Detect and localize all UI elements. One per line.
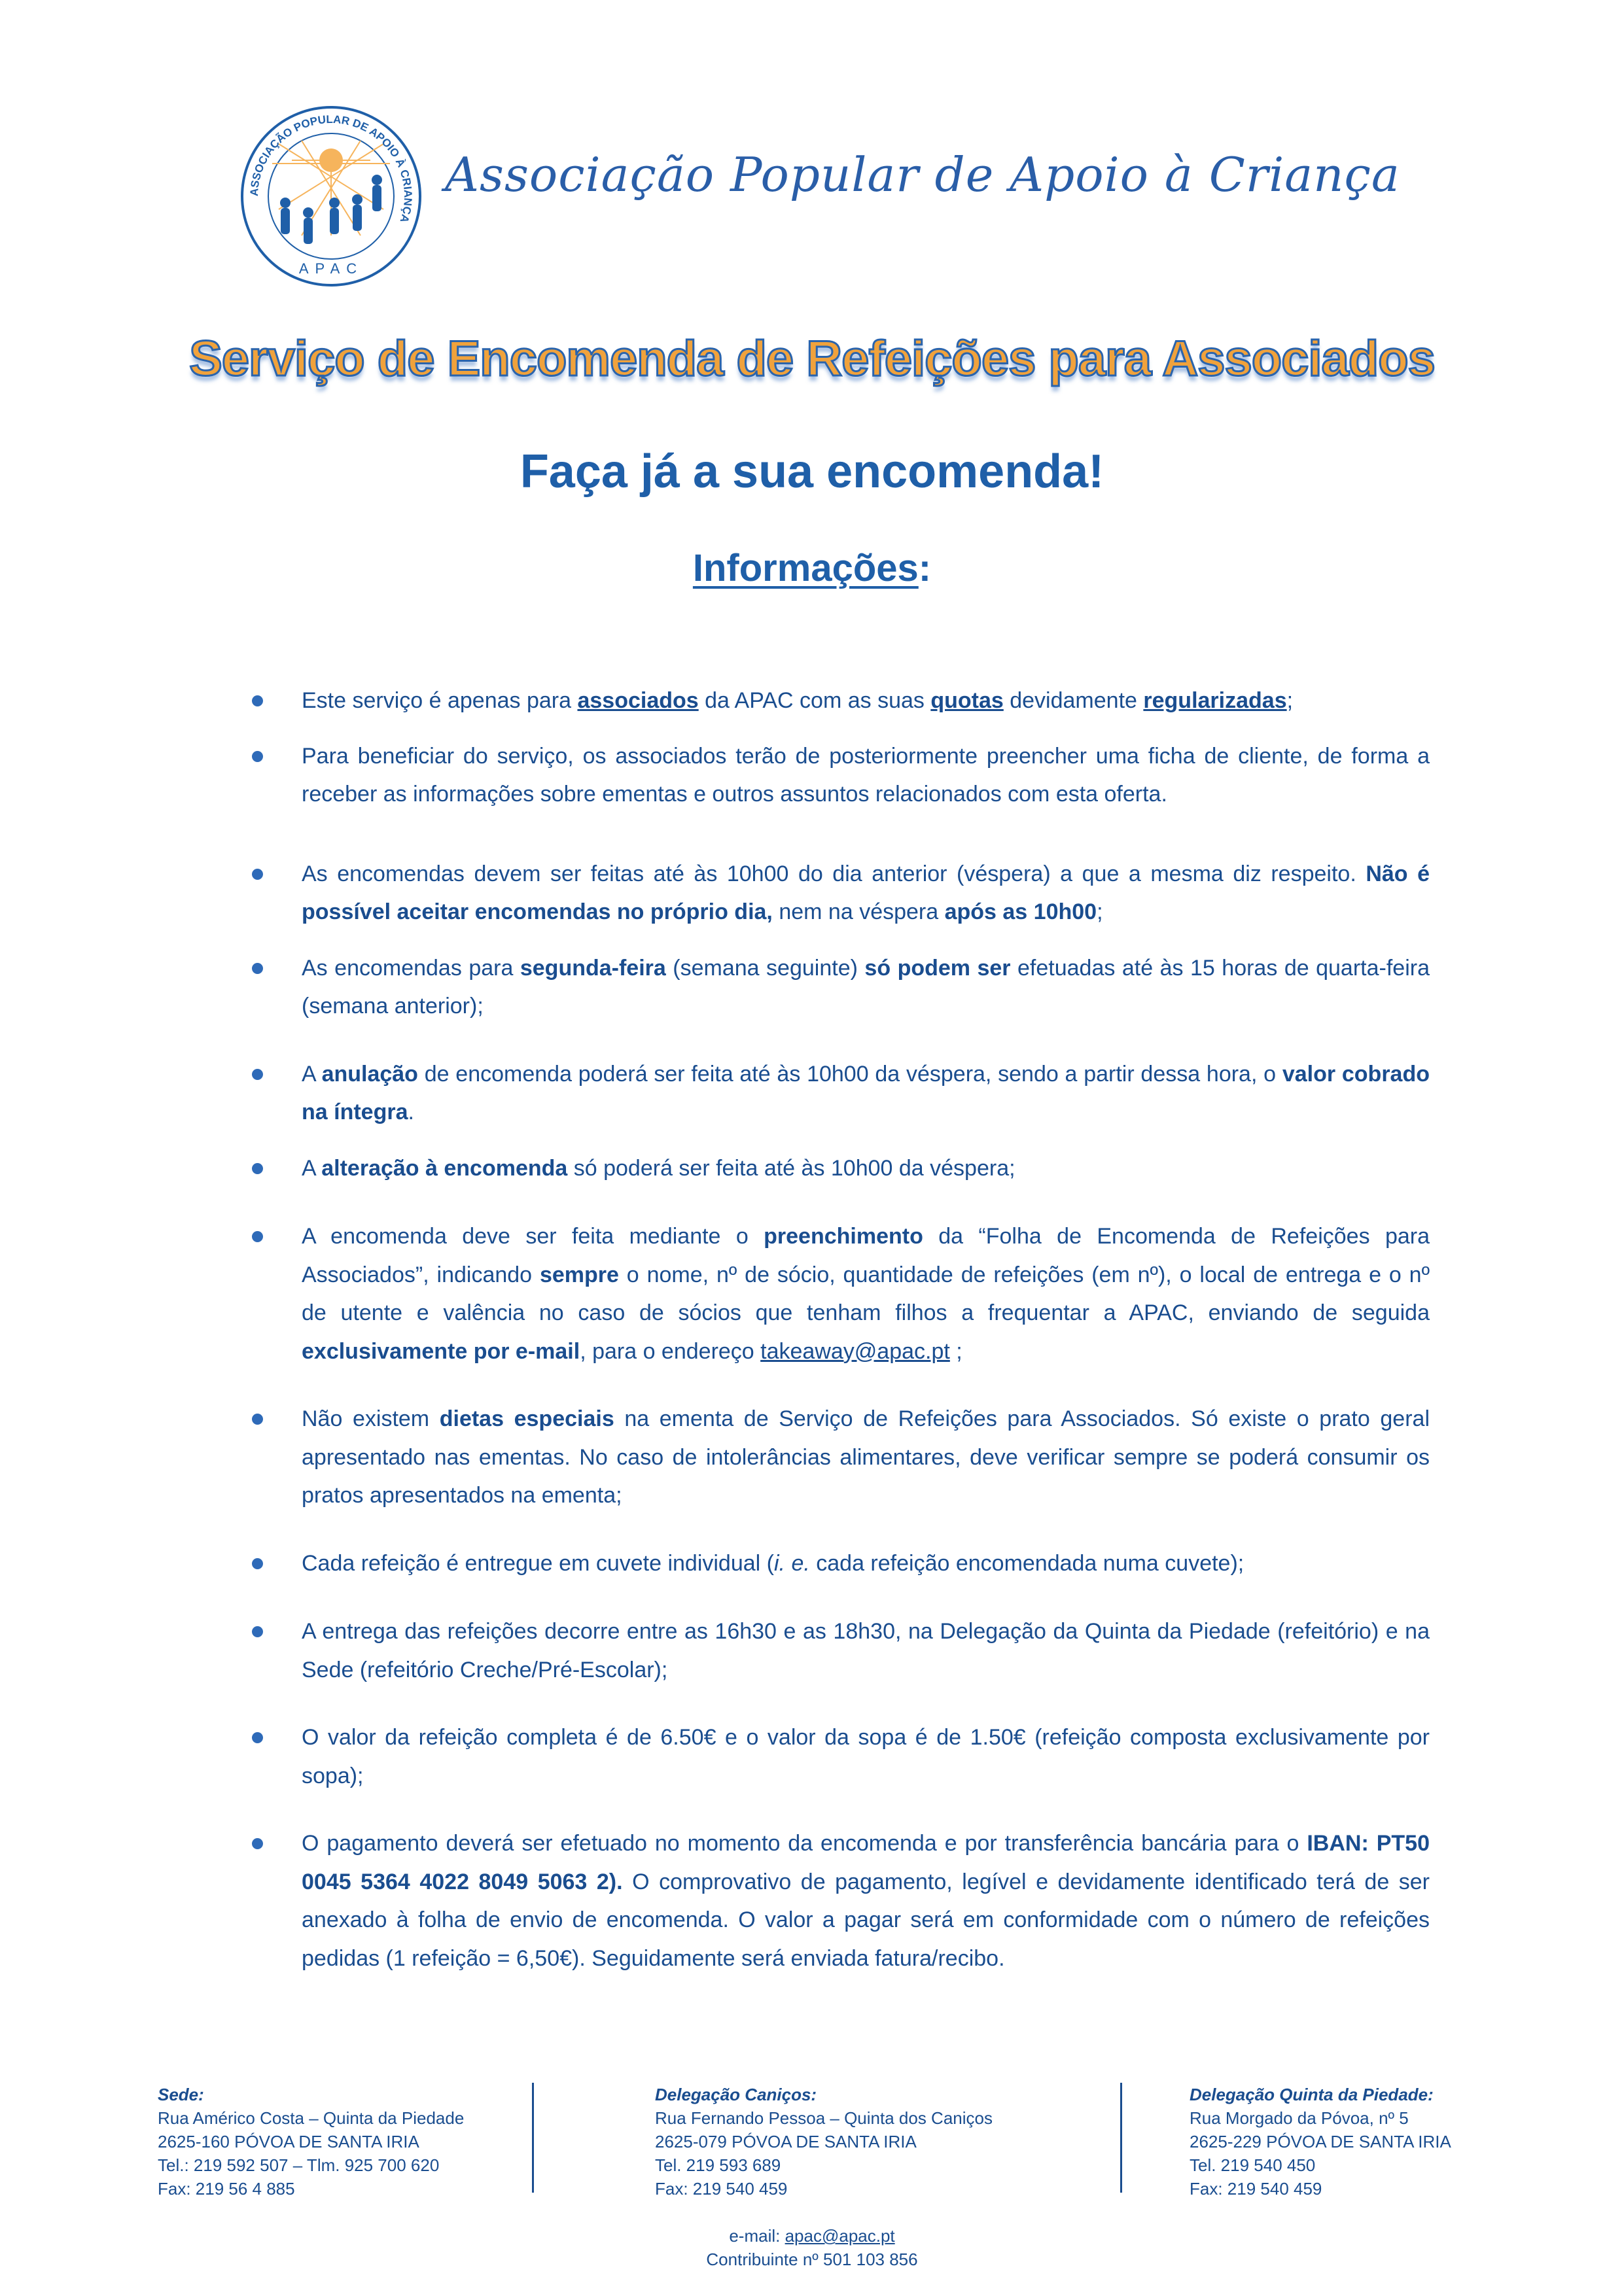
list-item	[249, 1149, 1430, 1188]
list-item-text	[302, 1544, 1430, 1583]
bullet-icon	[252, 751, 263, 762]
text-segment: cada refeição encomendada numa cuvete);	[809, 1550, 1244, 1576]
footer-line: Tel. 219 593 689	[655, 2155, 781, 2175]
text-segment: efetuadas até às 15 horas de quarta-feira (semana anterior);	[302, 955, 1430, 1018]
text-segment: , para o endereço	[580, 1338, 761, 1364]
list-item-text	[302, 737, 1430, 814]
bullet-icon	[252, 963, 263, 974]
info-heading-colon: :	[918, 547, 932, 589]
footer-canicos	[655, 2083, 993, 2200]
text-segment: A	[302, 1061, 322, 1087]
text-segment: Não é possível aceitar encomendas no próprio dia,	[302, 861, 1430, 924]
text-segment: segunda-feira	[520, 955, 666, 981]
list-item	[249, 1400, 1430, 1515]
footer-divider	[1120, 2083, 1122, 2193]
text-segment: após as 10h00	[944, 899, 1097, 924]
bullet-icon	[252, 1069, 263, 1080]
text-segment: (semana seguinte)	[665, 955, 865, 981]
footer-heading: Delegação Caniços:	[655, 2085, 817, 2104]
text-segment: Não existem	[302, 1406, 440, 1431]
text-segment: A	[302, 1155, 322, 1181]
logo-ring-text: ASSOCIAÇÃO POPULAR DE APOIO À CRIANÇA	[247, 113, 415, 224]
list-item	[249, 737, 1430, 814]
footer-line: Fax: 219 56 4 885	[158, 2179, 295, 2199]
list-item	[249, 855, 1430, 931]
footer-line: 2625-229 PÓVOA DE SANTA IRIA	[1190, 2132, 1451, 2151]
bullet-icon	[252, 1732, 263, 1743]
text-segment: Este serviço é apenas para	[302, 688, 578, 713]
text-segment: nem na véspera	[772, 899, 945, 924]
footer-line: Fax: 219 540 459	[1190, 2179, 1322, 2199]
text-segment: preenchimento	[764, 1224, 923, 1249]
list-item	[249, 1217, 1430, 1370]
text-segment: o nome, nº de sócio, quantidade de refeições (em nº), o local de entrega e o nº de utente e valência no caso de sócios que tenham filhos a frequentar a APAC, enviando de seguida	[302, 1262, 1430, 1325]
text-segment: regularizadas	[1143, 688, 1287, 713]
email-link[interactable]: apac@apac.pt	[785, 2226, 895, 2246]
footer-line: Fax: 219 540 459	[655, 2179, 788, 2199]
list-item-text	[302, 1718, 1430, 1795]
tax-number: Contribuinte nº 501 103 856	[706, 2250, 918, 2269]
list-item	[249, 1718, 1430, 1795]
bullet-icon	[252, 1231, 263, 1242]
info-list	[249, 652, 1430, 1977]
logo-abbr: APAC	[298, 260, 364, 277]
text-segment: exclusivamente por e-mail	[302, 1338, 580, 1364]
email-label: e-mail:	[729, 2226, 785, 2246]
footer-line: Rua Fernando Pessoa – Quinta dos Caniços	[655, 2108, 993, 2128]
text-segment: O pagamento deverá ser efetuado no momento da encomenda e por transferência bancária para o	[302, 1831, 1307, 1856]
list-item-text	[302, 1400, 1430, 1515]
footer-sede	[158, 2083, 464, 2200]
text-segment: alteração à encomenda	[321, 1155, 568, 1181]
footer-line: Rua Américo Costa – Quinta da Piedade	[158, 2108, 465, 2128]
info-heading	[0, 546, 1624, 590]
apac-logo	[239, 105, 423, 288]
text-segment: ;	[949, 1338, 962, 1364]
bullet-icon	[252, 1558, 263, 1569]
text-segment: O comprovativo de pagamento, legível e devidamente identificado terá de ser anexado à folha de envio de encomenda. O valor a pagar será em conformidade com o número de refeições pedidas (1 refeição = 6,50€). Seguidamente será enviada fatura/recibo.	[302, 1869, 1430, 1971]
list-item-text	[302, 1824, 1430, 1977]
bullet-icon	[252, 695, 263, 706]
text-segment: de encomenda poderá ser feita até às 10h00 da véspera, sendo a partir dessa hora, o	[417, 1061, 1282, 1087]
text-segment: quotas	[930, 688, 1004, 713]
bullet-icon	[252, 1626, 263, 1637]
list-item	[249, 1824, 1430, 1977]
text-segment: valor cobrado na íntegra	[302, 1061, 1430, 1124]
text-segment: da APAC com as suas	[698, 688, 931, 713]
text-segment: .	[408, 1100, 414, 1124]
text-segment: Cada refeição é entregue em cuvete individual (	[302, 1550, 774, 1576]
footer-line: Tel. 219 540 450	[1190, 2155, 1316, 2175]
text-segment: da “Folha de Encomenda de Refeições para Associados”, indicando	[302, 1224, 1430, 1287]
list-item-text	[302, 1217, 1430, 1370]
document-title: Serviço de Encomenda de Refeições para Associados	[189, 331, 1435, 387]
footer-heading: Sede:	[158, 2085, 204, 2104]
text-segment: anulação	[321, 1061, 418, 1087]
footer-piedade	[1190, 2083, 1451, 2200]
footer-line: 2625-079 PÓVOA DE SANTA IRIA	[655, 2132, 917, 2151]
text-segment: A encomenda deve ser feita mediante o	[302, 1224, 764, 1249]
list-item	[249, 949, 1430, 1026]
text-segment: As encomendas para	[302, 955, 520, 981]
footer-divider	[532, 2083, 534, 2193]
list-item-text	[302, 682, 1430, 720]
list-item-text	[302, 1055, 1430, 1132]
text-segment: i. e.	[774, 1550, 810, 1576]
text-segment: só poderá ser feita até às 10h00 da véspera;	[567, 1155, 1015, 1181]
bullet-icon	[252, 1414, 263, 1425]
organization-name: Associação Popular de Apoio à Criança	[445, 147, 1400, 202]
list-item-text	[302, 949, 1430, 1026]
list-item	[249, 1055, 1430, 1132]
text-segment: devidamente	[1003, 688, 1144, 713]
footer-line: 2625-160 PÓVOA DE SANTA IRIA	[158, 2132, 419, 2151]
list-item-text	[302, 1149, 1430, 1188]
text-segment: As encomendas devem ser feitas até às 10h00 do dia anterior (véspera) a que a mesma diz respeito.	[302, 861, 1366, 886]
footer-line: Tel.: 219 592 507 – Tlm. 925 700 620	[158, 2155, 440, 2175]
subtitle: Faça já a sua encomenda!	[520, 445, 1104, 498]
text-segment: Para beneficiar do serviço, os associados terão de posteriormente preencher uma ficha de cliente, de forma a receber as informações sobre ementas e outros assuntos relacionados com esta oferta.	[302, 743, 1430, 807]
text-segment: IBAN: PT50 0045 5364 4022 8049 5063 2).	[302, 1831, 1430, 1894]
text-segment: A entrega das refeições decorre entre as 16h30 e as 18h30, na Delegação da Quinta da Piedade (refeitório) e na Sede (refeitório Creche/Pré-Escolar);	[302, 1619, 1430, 1682]
footer-contact	[0, 2224, 1624, 2271]
list-item	[249, 1544, 1430, 1583]
list-item	[249, 1612, 1430, 1689]
footer-heading: Delegação Quinta da Piedade:	[1190, 2085, 1434, 2104]
email-link[interactable]: takeaway@apac.pt	[760, 1338, 950, 1364]
list-item-text	[302, 855, 1430, 931]
text-segment: na ementa de Serviço de Refeições para Associados. Só existe o prato geral apresentado nas ementas. No caso de intolerâncias alimentares, deve verificar sempre se poderá consumir os pratos apresentados na ementa;	[302, 1406, 1430, 1508]
bullet-icon	[252, 869, 263, 880]
text-segment: sempre	[539, 1262, 619, 1287]
text-segment: O valor da refeição completa é de 6.50€ e o valor da sopa é de 1.50€ (refeição composta exclusivamente por sopa);	[302, 1725, 1430, 1788]
bullet-icon	[252, 1838, 263, 1849]
text-segment: só podem ser	[864, 955, 1011, 981]
text-segment: associados	[577, 688, 699, 713]
text-segment: dietas especiais	[439, 1406, 614, 1431]
text-segment: ;	[1097, 899, 1103, 924]
list-item-text	[302, 1612, 1430, 1689]
footer-line: Rua Morgado da Póvoa, nº 5	[1190, 2108, 1409, 2128]
bullet-icon	[252, 1163, 263, 1174]
text-segment: ;	[1286, 688, 1294, 713]
info-heading-text: Informações	[692, 547, 919, 589]
list-item	[249, 682, 1430, 720]
